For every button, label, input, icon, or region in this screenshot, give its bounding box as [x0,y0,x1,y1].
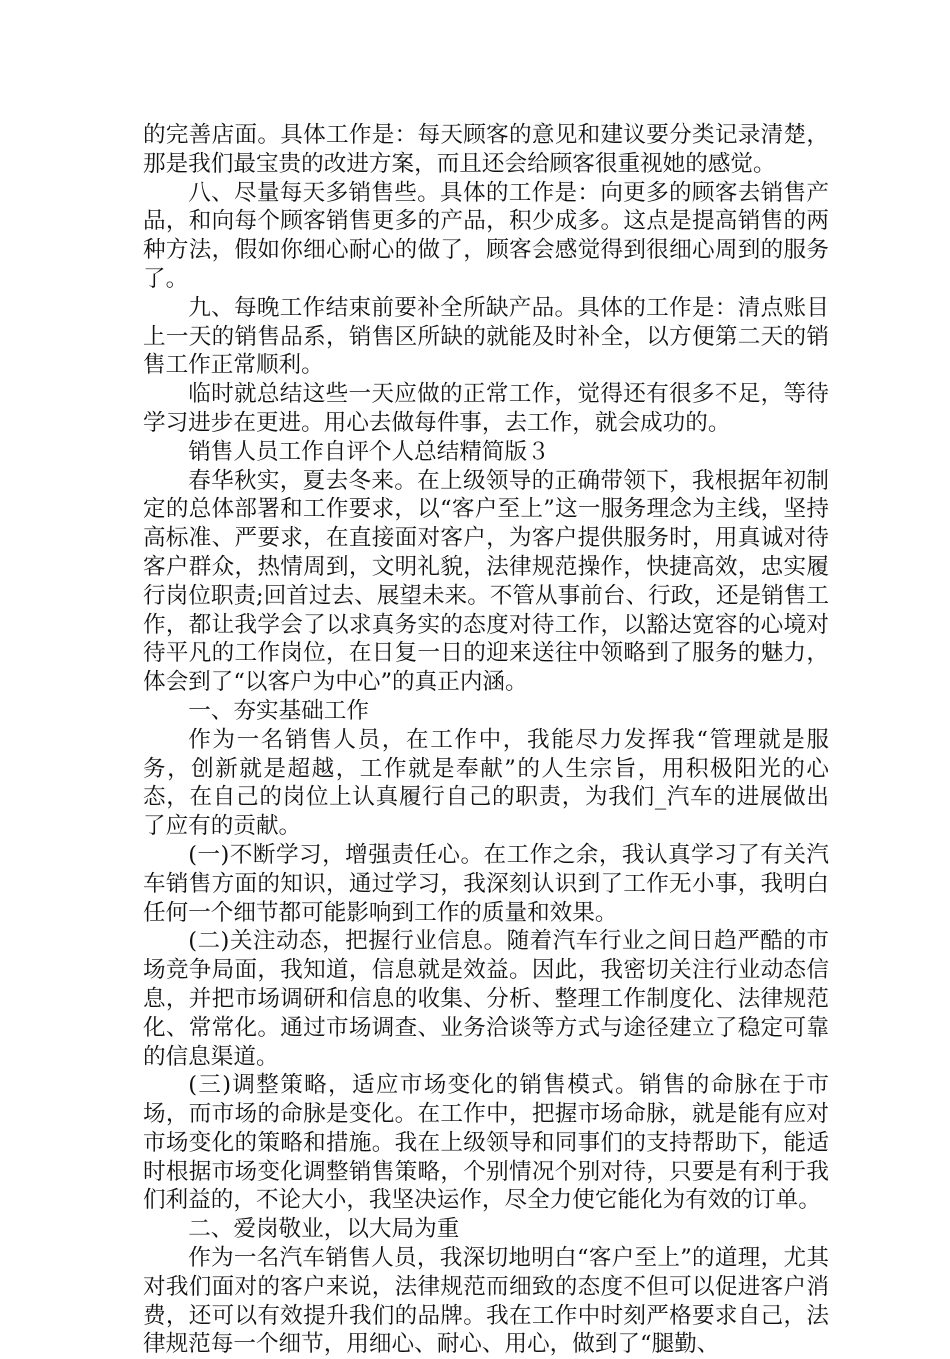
section-title-3: 销售人员工作自评个人总结精简版３ [188,438,550,465]
paragraph-part-two: 作为一名汽车销售人员，我深切地明白“客户至上”的道理，尤其对我们面对的客户来说，法律规范而细致的态度不但可以促进客户消费，还可以有效提升我们的品牌。我在工作中时刻严格要求自己，法律规范每一个细节，用细心、耐心、用心，做到了“腿勤、 [143,1245,829,1358]
paragraph-sub-one: (一)不断学习，增强责任心。在工作之余，我认真学习了有关汽车销售方面的知识，通过学习，我深刻认识到了工作无小事，我明白任何一个细节都可能影响到工作的质量和效果。 [143,841,829,926]
paragraph-item-nine: 九、每晚工作结束前要补全所缺产品。具体的工作是：清点账目上一天的销售品系，销售区所缺的就能及时补全，以方便第二天的销售工作正常顺利。 [143,294,829,379]
paragraph-intro: 春华秋实，夏去冬来。在上级领导的正确带领下，我根据年初制定的总体部署和工作要求，以“客户至上”这一服务理念为主线，坚持高标准、严要求，在直接面对客户，为客户提供服务时，用真诚对待客户群众，热情周到，文明礼貌，法律规范操作，快捷高效，忠实履行岗位职责;回首过去、展望未来。不管从事前台、行政，还是销售工作，都让我学会了以求真务实的态度对待工作，以豁达宽容的心境对待平凡的工作岗位，在日复一日的迎来送往中领略到了服务的魅力，体会到了“以客户为中心”的真正内涵。 [143,467,829,696]
paragraph-sub-two: (二)关注动态，把握行业信息。随着汽车行业之间日趋严酷的市场竞争局面，我知道，信息就是效益。因此，我密切关注行业动态信息，并把市场调研和信息的收集、分析、整理工作制度化、法律规范化、常常化。通过市场调查、业务洽谈等方式与途径建立了稳定可靠的信息渠道。 [143,928,829,1070]
paragraph-store-improvement: 的完善店面。具体工作是：每天顾客的意见和建议要分类记录清楚，那是我们最宝贵的改进方案，而且还会给顾客很重视她的感觉。 [143,122,829,177]
heading-part-two: 二、爱岗敬业，以大局为重 [188,1216,460,1243]
document-page [143,121,829,1359]
paragraph-item-eight: 八、尽量每天多销售些。具体的工作是：向更多的顾客去销售产品，和向每个顾客销售更多的产品，积少成多。这点是提高销售的两种方法，假如你细心耐心的做了，顾客会感觉得到很细心周到的服务了。 [143,179,829,292]
paragraph-sub-three: (三)调整策略，适应市场变化的销售模式。销售的命脉在于市场，而市场的命脉是变化。在工作中，把握市场命脉，就是能有应对市场变化的策略和措施。我在上级领导和同事们的支持帮助下，能适时根据市场变化调整销售策略，个别情况个别对待，只要是有利于我们利益的，不论大小，我坚决运作，尽全力使它能化为有效的订单。 [143,1072,829,1214]
paragraph-part-one: 作为一名销售人员，在工作中，我能尽力发挥我“管理就是服务，创新就是超越，工作就是奉献”的人生宗旨，用积极阳光的心态，在自己的岗位上认真履行自己的职责，为我们_汽车的进展做出了应有的贡献。 [143,726,829,840]
heading-part-one: 一、夯实基础工作 [188,697,369,724]
paragraph-summary: 临时就总结这些一天应做的正常工作，觉得还有很多不足，等待学习进步在更进。用心去做每件事，去工作，就会成功的。 [143,381,829,436]
